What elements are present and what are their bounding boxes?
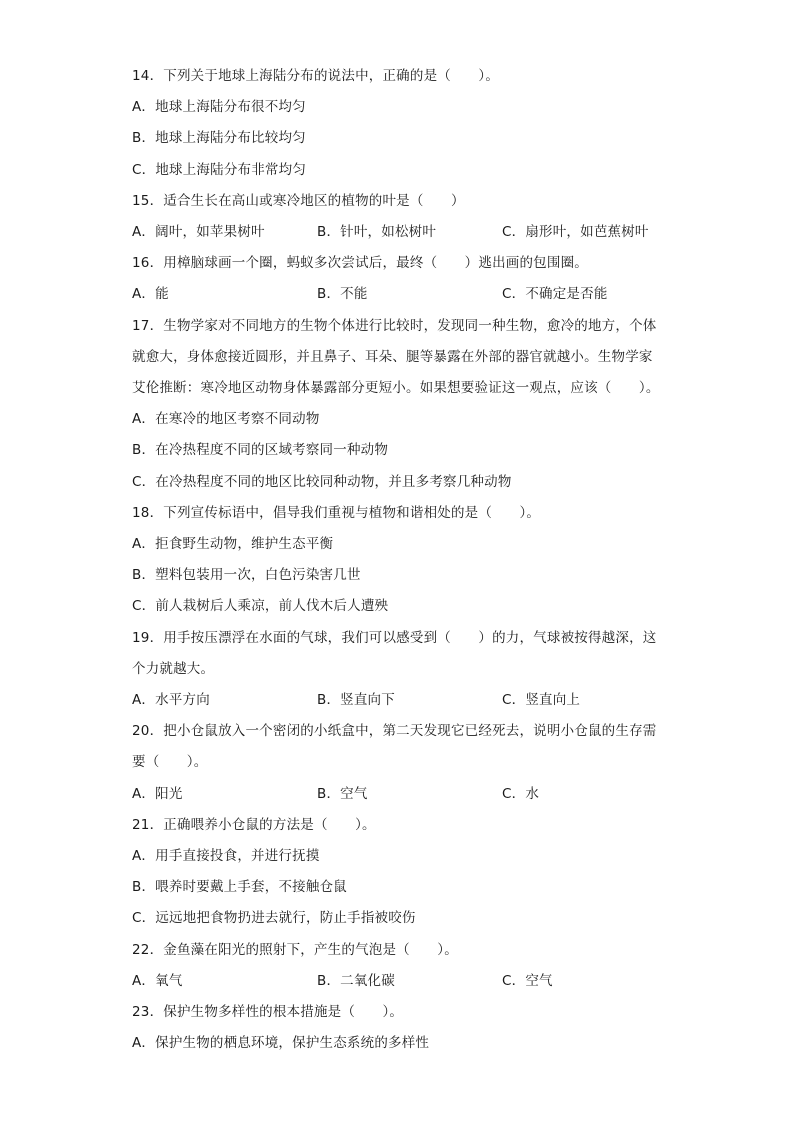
option-a: A．在寒冷的地区考察不同动物	[132, 411, 320, 428]
option-c: C．不确定是否能	[502, 286, 608, 303]
question-stem: 21．正确喂养小仓鼠的方法是（ ）。	[132, 816, 376, 833]
option-c: C．远远地把食物扔进去就行，防止手指被咬伤	[132, 910, 416, 927]
option-c: C．竖直向上	[502, 692, 581, 708]
option-c: C．扇形叶，如芭蕉树叶	[502, 224, 649, 240]
option-b: B．塑料包装用一次，白色污染害几世	[132, 567, 361, 584]
question-stem: 19．用手按压漂浮在水面的气球，我们可以感受到（ ）的力，气球被按得越深，这	[132, 629, 657, 646]
option-b: B．空气	[317, 785, 368, 802]
question-stem: 22．金鱼藻在阳光的照射下，产生的气泡是（ ）。	[132, 941, 458, 958]
question-stem: 14．下列关于地球上海陆分布的说法中，正确的是（ ）。	[132, 68, 500, 84]
option-a: A．阔叶，如苹果树叶	[132, 224, 265, 240]
option-a: A．地球上海陆分布很不均匀	[132, 99, 306, 116]
option-b: B．喂养时要戴上手套，不接触仓鼠	[132, 879, 347, 896]
question-stem: 20．把小仓鼠放入一个密闭的小纸盒中，第二天发现它已经死去，说明小仓鼠的生存需	[132, 723, 657, 740]
option-c: C．前人栽树后人乘凉，前人伐木后人遭殃	[132, 598, 389, 615]
option-c: C．地球上海陆分布非常均匀	[132, 161, 307, 178]
option-b: B．不能	[317, 286, 368, 303]
option-a: A．用手直接投食，并进行抚摸	[132, 848, 320, 864]
question-stem: 23．保护生物多样性的根本措施是（ ）。	[132, 1004, 404, 1020]
question-stem: 15．适合生长在高山或寒冷地区的植物的叶是（ ）	[132, 192, 465, 209]
option-b: B．二氧化碳	[317, 972, 395, 989]
question-stem: 17．生物学家对不同地方的生物个体进行比较时，发现同一种生物，愈冷的地方，个体	[132, 317, 657, 334]
question-stem: 18．下列宣传标语中，倡导我们重视与植物和谐相处的是（ ）。	[132, 504, 541, 521]
option-a: A．拒食野生动物，维护生态平衡	[132, 536, 334, 552]
question-stem: 个力就越大。	[132, 660, 215, 677]
option-b: B．针叶，如松树叶	[317, 224, 437, 240]
option-b: B．地球上海陆分布比较均匀	[132, 130, 306, 147]
option-c: C．水	[502, 785, 540, 802]
option-a: A．保护生物的栖息环境，保护生态系统的多样性	[132, 1035, 430, 1052]
option-a: A．能	[132, 286, 169, 303]
option-c: C．在冷热程度不同的地区比较同种动物，并且多考察几种动物	[132, 473, 512, 490]
option-a: A．水平方向	[132, 692, 210, 708]
option-c: C．空气	[502, 972, 553, 989]
question-stem: 就愈大，身体愈接近圆形，并且鼻子、耳朵、腿等暴露在外部的器官就越小。生物学家	[132, 348, 653, 365]
option-b: B．在冷热程度不同的区域考察同一种动物	[132, 442, 389, 459]
question-stem: 艾伦推断：寒冷地区动物身体暴露部分更短小。如果想要验证这一观点，应该（ ）。	[132, 380, 660, 396]
question-stem: 16．用樟脑球画一个圈，蚂蚁多次尝试后，最终（ ）逃出画的包围圈。	[132, 255, 588, 272]
option-b: B．竖直向下	[317, 692, 395, 708]
option-a: A．氧气	[132, 972, 183, 989]
question-stem: 要（ ）。	[132, 754, 208, 771]
option-a: A．阳光	[132, 785, 183, 802]
